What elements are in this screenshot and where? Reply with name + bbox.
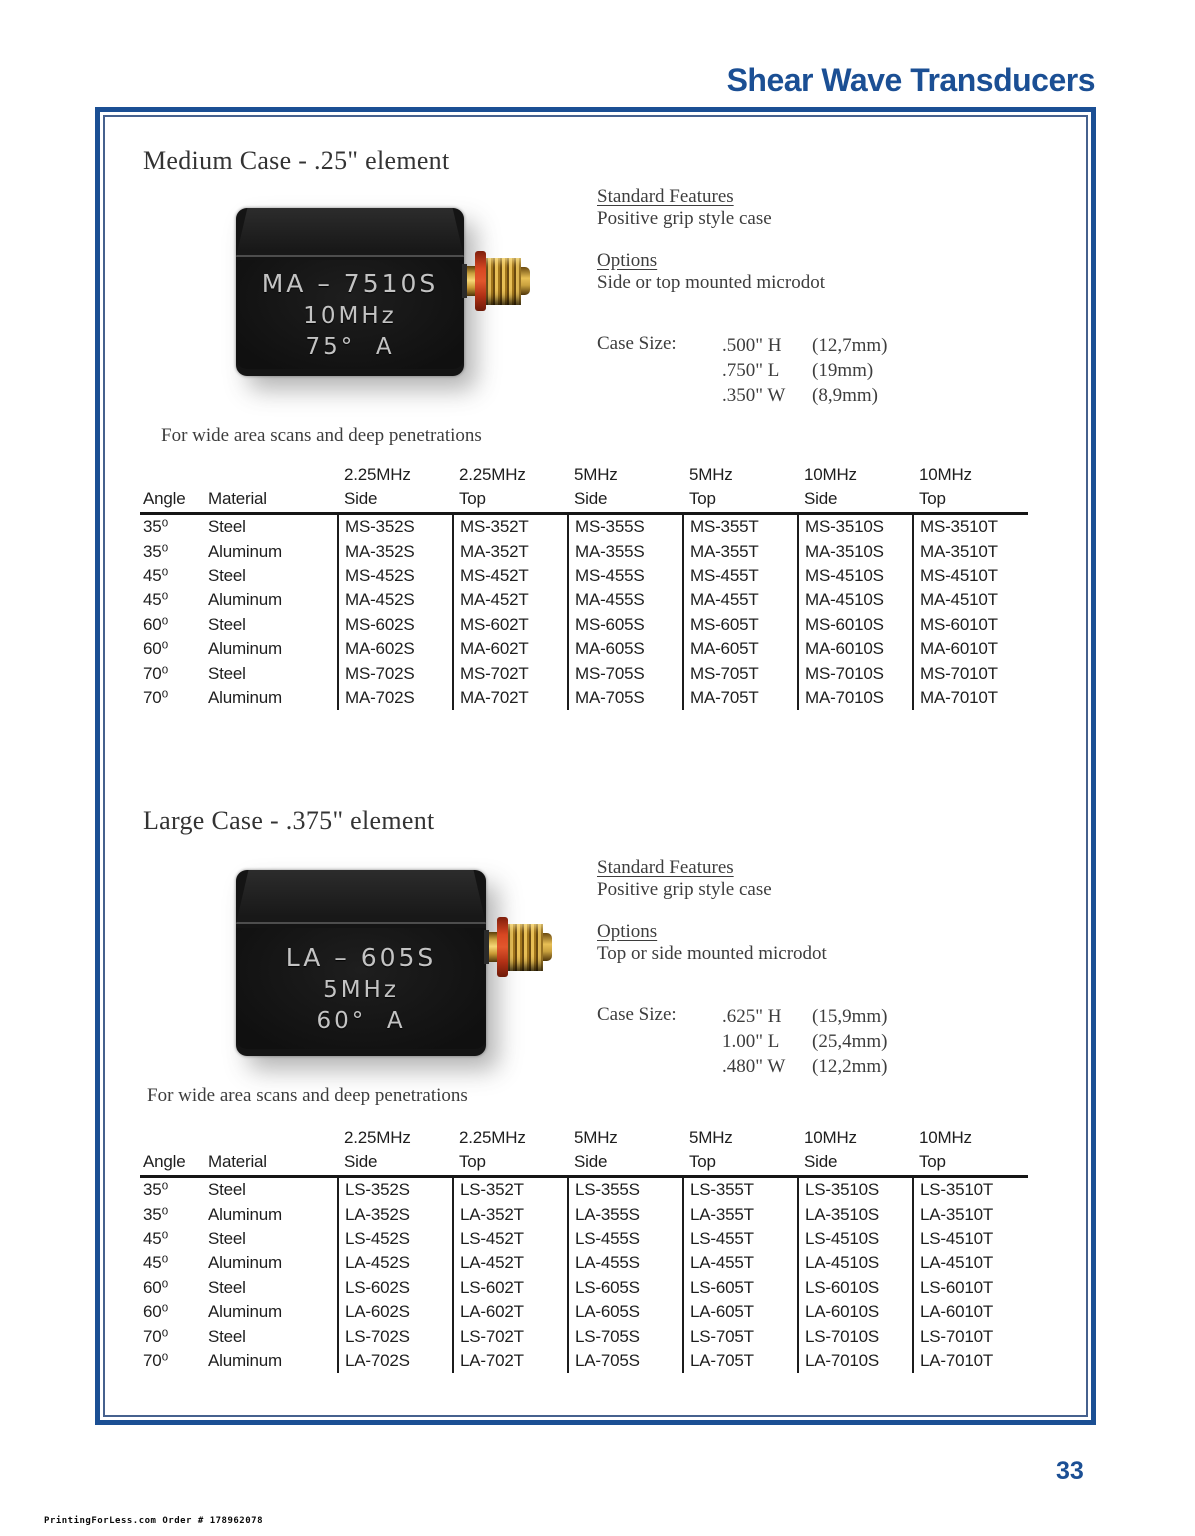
part-number-cell: MA-6010T [913,637,1028,661]
part-number-cell: LA-605T [683,1300,798,1324]
part-number-cell: MA-7010S [798,686,913,710]
part-number-cell: LA-455T [683,1251,798,1275]
part-number-cell: LS-7010T [913,1324,1028,1348]
transducer-photo-large [222,858,558,1088]
transducer-angle-text: 60° A [316,1007,406,1034]
frequency-header: 5MHz [574,465,618,484]
part-number-cell: MA-455T [683,588,798,612]
part-number-cell: MS-702S [338,661,453,685]
part-number-cell: LA-452T [453,1251,568,1275]
part-number-cell: LA-352T [453,1202,568,1226]
part-number-cell: MA-7010T [913,686,1028,710]
part-number-cell: LS-3510S [798,1177,913,1203]
frequency-header [206,462,338,486]
case-size-metric: (12,2mm) [812,1056,888,1077]
angle-cell: 60⁰ [143,1277,169,1297]
part-number-cell: MS-4510S [798,564,913,588]
table-row [140,686,1028,710]
part-number-cell: MS-355T [683,514,798,540]
part-number-cell: LA-702T [453,1349,568,1373]
case-size-metric: (8,9mm) [812,385,878,406]
part-number-cell: LA-705T [683,1349,798,1373]
angle-cell: 35⁰ [143,541,169,561]
part-number-cell: MS-355S [568,514,683,540]
part-number-cell: LA-455S [568,1251,683,1275]
material-cell: Steel [208,1326,246,1346]
part-number-cell: LA-352S [338,1202,453,1226]
frequency-header: 2.25MHz [344,465,411,484]
table-row [140,539,1028,563]
case-size-metric: (25,4mm) [812,1031,888,1052]
case-size-dimension: .625" H [722,1006,782,1027]
column-header: Side [568,486,683,514]
frequency-header: 2.25MHz [459,1128,526,1147]
part-number-cell: LS-702T [453,1324,568,1348]
angle-cell: 60⁰ [143,614,169,634]
transducer-photo-medium [222,192,540,410]
angle-cell: 70⁰ [143,1350,169,1370]
part-number-cell: MS-352S [338,514,453,540]
frequency-header: 5MHz [689,465,733,484]
case-size-row [722,1054,1037,1079]
part-number-cell: LS-602T [453,1276,568,1300]
part-number-cell: LS-355T [683,1177,798,1203]
table-row [140,1177,1028,1203]
connector-threads [508,924,543,971]
angle-cell: 70⁰ [143,687,169,707]
table-row [140,564,1028,588]
angle-cell: 45⁰ [143,1253,169,1273]
case-size-label: Case Size: [597,1004,677,1025]
table-row [140,1202,1028,1226]
case-size-metric: (12,7mm) [812,335,888,356]
angle-cell: 60⁰ [143,639,169,659]
frequency-header: 10MHz [919,465,972,484]
parts-table-large-case [140,1125,1028,1373]
table-row [140,613,1028,637]
material-cell: Steel [208,663,246,683]
transducer-model-text: MA – 7510S [261,269,439,299]
part-number-cell: MA-352T [453,539,568,563]
part-number-cell: LS-602S [338,1276,453,1300]
column-header: Side [338,486,453,514]
column-header: Side [568,1149,683,1177]
part-number-cell: LA-602T [453,1300,568,1324]
part-number-cell: LA-6010T [913,1300,1028,1324]
part-number-cell: LS-355S [568,1177,683,1203]
options-text: Side or top mounted microdot [597,272,825,293]
angle-cell: 35⁰ [143,517,169,537]
material-cell: Steel [208,517,246,537]
part-number-cell: LA-605S [568,1300,683,1324]
frequency-header: 10MHz [804,1128,857,1147]
column-header: Side [798,1149,913,1177]
frequency-header: 5MHz [689,1128,733,1147]
part-number-cell: MS-6010T [913,613,1028,637]
part-number-cell: LS-6010T [913,1276,1028,1300]
column-header: Angle [140,1149,206,1177]
table-row [140,661,1028,685]
part-number-cell: MS-602T [453,613,568,637]
case-size-row [722,1004,1037,1029]
angle-cell: 35⁰ [143,1180,169,1200]
frequency-header: 5MHz [574,1128,618,1147]
part-number-cell: LS-702S [338,1324,453,1348]
table-row [140,588,1028,612]
part-number-cell: LA-452S [338,1251,453,1275]
frequency-header [140,1125,206,1149]
part-number-cell: LA-602S [338,1300,453,1324]
part-number-cell: LS-4510S [798,1227,913,1251]
table-row [140,514,1028,540]
section-tagline: For wide area scans and deep penetrations [147,1085,468,1106]
part-number-cell: MA-3510T [913,539,1028,563]
part-number-cell: MS-702T [453,661,568,685]
part-number-cell: MS-7010S [798,661,913,685]
section-heading-large-case: Large Case - .375" element [143,806,435,835]
part-number-cell: LA-355S [568,1202,683,1226]
connector-tip [543,933,552,961]
case-size-row [722,358,1037,383]
standard-features-text: Positive grip style case [597,879,772,900]
part-number-cell: MA-355T [683,539,798,563]
transducer-frequency-text: 5MHz [323,976,399,1003]
material-cell: Aluminum [208,1350,282,1370]
column-header: Side [798,486,913,514]
case-size-block [597,333,1037,408]
transducer-engraving [236,260,464,369]
part-number-cell: MS-455S [568,564,683,588]
part-number-cell: MS-705T [683,661,798,685]
case-size-metric: (15,9mm) [812,1006,888,1027]
column-header: Top [913,486,1028,514]
part-number-cell: LS-4510T [913,1227,1028,1251]
part-number-cell: MS-452T [453,564,568,588]
frequency-header: 10MHz [919,1128,972,1147]
part-number-cell: LA-4510T [913,1251,1028,1275]
material-cell: Aluminum [208,687,282,707]
frequency-header [206,1125,338,1149]
column-header: Material [206,1149,338,1177]
part-number-cell: LS-452S [338,1227,453,1251]
part-number-cell: LS-452T [453,1227,568,1251]
angle-cell: 35⁰ [143,1204,169,1224]
part-number-cell: LS-455S [568,1227,683,1251]
connector-red-ring [497,917,508,977]
part-number-cell: MA-605S [568,637,683,661]
case-size-dimension: 1.00" L [722,1031,780,1052]
table-row [140,1276,1028,1300]
case-size-dimension: .750" L [722,360,780,381]
material-cell: Steel [208,614,246,634]
standard-features-text: Positive grip style case [597,208,772,229]
part-number-cell: MA-4510S [798,588,913,612]
part-number-cell: MS-7010T [913,661,1028,685]
part-number-cell: MS-452S [338,564,453,588]
angle-cell: 60⁰ [143,1302,169,1322]
connector-tip [521,267,530,295]
part-number-cell: MA-3510S [798,539,913,563]
part-number-cell: LS-3510T [913,1177,1028,1203]
part-number-cell: LS-6010S [798,1276,913,1300]
part-number-cell: LS-605T [683,1276,798,1300]
features-column-medium [597,186,1037,411]
transducer-case-top-facet [236,208,464,257]
part-number-cell: MA-702T [453,686,568,710]
part-number-cell: MS-3510S [798,514,913,540]
frequency-header: 2.25MHz [344,1128,411,1147]
frequency-header: 2.25MHz [459,465,526,484]
transducer-frequency-text: 10MHz [303,303,397,330]
part-number-cell: MA-355S [568,539,683,563]
part-number-cell: MA-452S [338,588,453,612]
part-number-cell: LS-605S [568,1276,683,1300]
part-number-cell: MS-352T [453,514,568,540]
part-number-cell: LA-6010S [798,1300,913,1324]
part-number-cell: LA-702S [338,1349,453,1373]
transducer-case [236,870,486,1056]
part-number-cell: LS-705S [568,1324,683,1348]
part-number-cell: MS-455T [683,564,798,588]
section-heading-medium-case: Medium Case - .25" element [143,146,450,175]
transducer-engraving [236,928,486,1049]
case-size-dimension: .500" H [722,335,782,356]
part-number-cell: LA-3510T [913,1202,1028,1226]
case-size-metric: (19mm) [812,360,874,381]
material-cell: Aluminum [208,1253,282,1273]
connector-red-ring [475,251,486,311]
case-size-row [722,333,1037,358]
table-row [140,637,1028,661]
transducer-model-text: LA – 605S [285,942,437,972]
part-number-cell: MA-455S [568,588,683,612]
standard-features-label: Standard Features [597,186,734,207]
column-header: Top [683,486,798,514]
options-text: Top or side mounted microdot [597,943,827,964]
material-cell: Aluminum [208,639,282,659]
part-number-cell: LS-352S [338,1177,453,1203]
page-number: 33 [1056,1457,1084,1485]
column-header: Top [683,1149,798,1177]
transducer-angle-text: 75° A [305,334,395,361]
table-row [140,1300,1028,1324]
parts-table-medium-case [140,462,1028,710]
transducer-case-top-facet [236,870,486,924]
case-size-dimension: .480" W [722,1056,786,1077]
part-number-cell: MA-4510T [913,588,1028,612]
angle-cell: 70⁰ [143,1326,169,1346]
column-header: Top [453,1149,568,1177]
features-column-large [597,857,1037,1082]
material-cell: Aluminum [208,541,282,561]
table-row [140,1251,1028,1275]
frequency-header [140,462,206,486]
page-title: Shear Wave Transducers [726,62,1095,98]
part-number-cell: LA-705S [568,1349,683,1373]
part-number-cell: MA-702S [338,686,453,710]
material-cell: Aluminum [208,1302,282,1322]
part-number-cell: MA-6010S [798,637,913,661]
part-number-cell: LS-7010S [798,1324,913,1348]
transducer-case [236,208,464,376]
part-number-cell: MA-602T [453,637,568,661]
part-number-cell: MA-602S [338,637,453,661]
material-cell: Steel [208,1277,246,1297]
part-number-cell: LA-355T [683,1202,798,1226]
part-number-cell: LS-352T [453,1177,568,1203]
part-number-cell: MA-705T [683,686,798,710]
material-cell: Steel [208,1228,246,1248]
part-number-cell: LA-3510S [798,1202,913,1226]
angle-cell: 45⁰ [143,565,169,585]
material-cell: Aluminum [208,1204,282,1224]
column-header: Material [206,486,338,514]
connector-threads [486,258,521,305]
connector-shoulder [467,266,475,296]
frequency-header: 10MHz [804,465,857,484]
part-number-cell: MA-352S [338,539,453,563]
case-size-row [722,383,1037,408]
part-number-cell: LS-455T [683,1227,798,1251]
print-order-note: PrintingForLess.com Order # 178962078 [44,1516,263,1526]
case-size-dimension: .350" W [722,385,786,406]
material-cell: Steel [208,565,246,585]
column-header: Side [338,1149,453,1177]
case-size-row [722,1029,1037,1054]
part-number-cell: LS-705T [683,1324,798,1348]
options-label: Options [597,250,658,271]
column-header: Top [453,486,568,514]
microdot-connector [462,248,530,314]
options-label: Options [597,921,658,942]
angle-cell: 70⁰ [143,663,169,683]
part-number-cell: LA-7010T [913,1349,1028,1373]
standard-features-label: Standard Features [597,857,734,878]
part-number-cell: MA-452T [453,588,568,612]
part-number-cell: MS-3510T [913,514,1028,540]
case-size-label: Case Size: [597,333,677,354]
section-tagline: For wide area scans and deep penetrations [161,425,482,446]
column-header: Angle [140,486,206,514]
part-number-cell: MS-6010S [798,613,913,637]
part-number-cell: LA-7010S [798,1349,913,1373]
part-number-cell: MS-602S [338,613,453,637]
table-row [140,1324,1028,1348]
table-row [140,1349,1028,1373]
angle-cell: 45⁰ [143,590,169,610]
material-cell: Steel [208,1180,246,1200]
part-number-cell: MA-705S [568,686,683,710]
part-number-cell: LA-4510S [798,1251,913,1275]
table-row [140,1227,1028,1251]
part-number-cell: MA-605T [683,637,798,661]
column-header: Top [913,1149,1028,1177]
part-number-cell: MS-605T [683,613,798,637]
microdot-connector [484,912,552,982]
connector-shoulder [489,932,497,962]
angle-cell: 45⁰ [143,1228,169,1248]
part-number-cell: MS-705S [568,661,683,685]
case-size-block [597,1004,1037,1079]
part-number-cell: MS-4510T [913,564,1028,588]
material-cell: Aluminum [208,590,282,610]
part-number-cell: MS-605S [568,613,683,637]
